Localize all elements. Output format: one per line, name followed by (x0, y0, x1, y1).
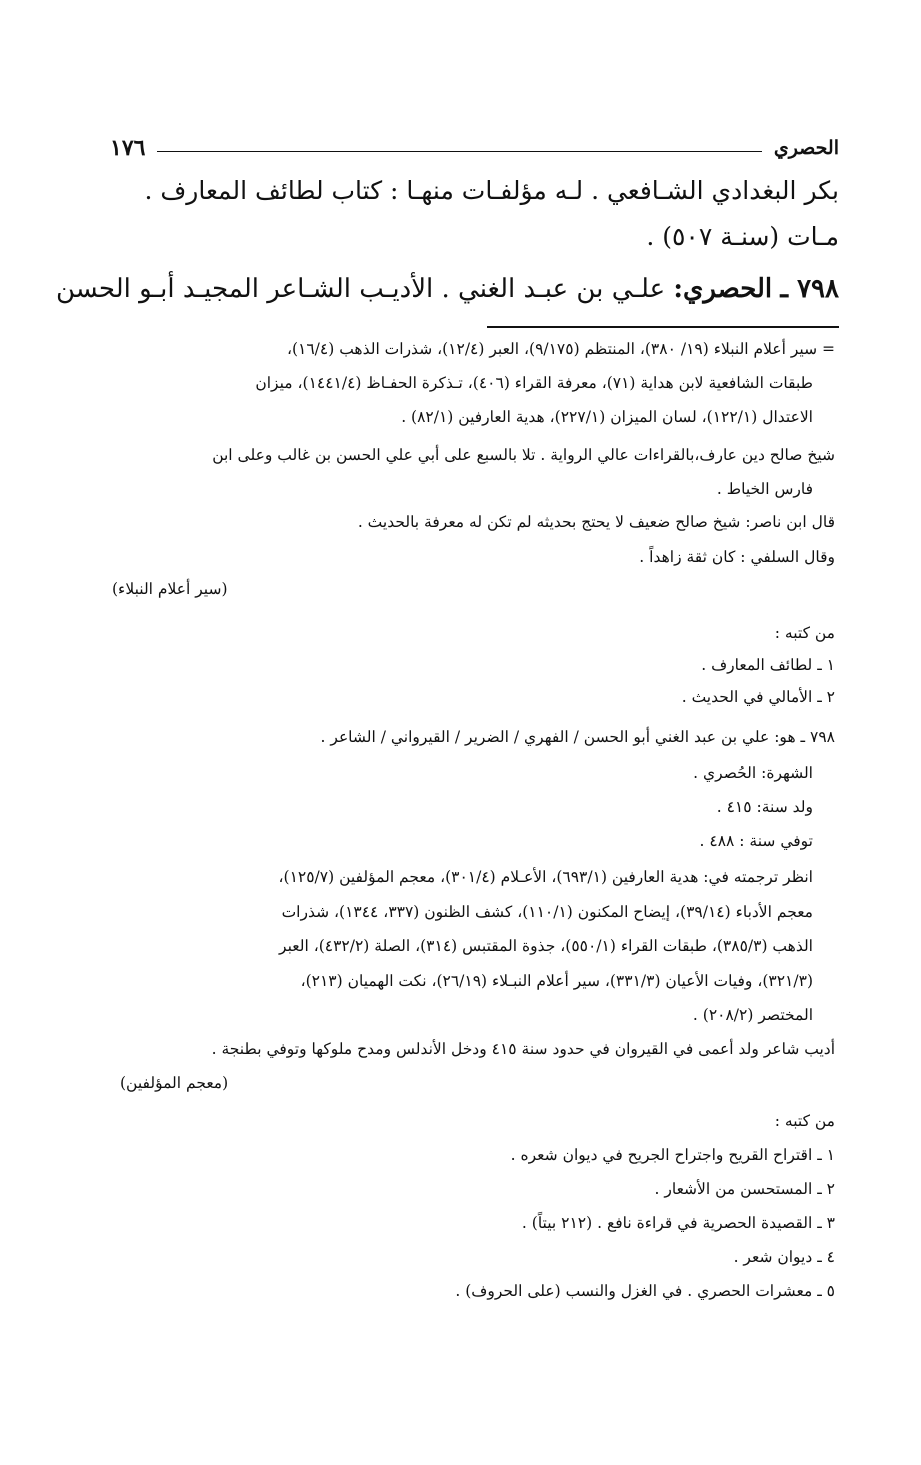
entry-number: ٧٩٨ ـ (780, 274, 839, 304)
entry-2-biography: أديب شاعر ولد أعمى في القيروان في حدود سنة ٤١٥ ودخل الأندلس ومدح ملوكها وتوفي بطنجة . (211, 1040, 835, 1058)
description-line-2: فارس الخياط . (716, 480, 813, 498)
see-also-line-4: (٣٢١/٣)، وفيات الأعيان (٣٣١/٣)، سير أعلام النبـلاء (٢٦/١٩)، نكت الهميان (٢١٣)، (300, 972, 813, 990)
source-reference-1: (سير أعلام النبلاء) (112, 580, 228, 598)
quote-al-silafi: وقال السلفي : كان ثقة زاهداً . (639, 548, 835, 566)
running-head: الحصري (773, 137, 839, 159)
works-heading-2: من كتبه : (774, 1112, 835, 1130)
page-number: ١٧٦ (110, 135, 146, 161)
main-text-line-2: مـات (سنـة ٥٠٧) . (646, 222, 839, 251)
works-heading-1: من كتبه : (774, 624, 835, 642)
see-also-line-2: معجم الأدباء (٣٩/١٤)، إيضاح المكنون (١١٠/١)، كشف الظنون (٣٣٧، ١٣٤٤)، شذرات (281, 903, 813, 921)
see-also-line-5: المختصر (٢٠٨/٢) . (692, 1006, 813, 1024)
entry-2-died: توفي سنة : ٤٨٨ . (699, 832, 813, 850)
page-header (110, 132, 839, 164)
works-list-1-item: ١ ـ لطائف المعارف . (701, 656, 835, 674)
main-text-line-1: بكر البغدادي الشـافعي . لـه مؤلفـات منهـا : كتاب لطائف المعارف . (144, 176, 839, 205)
description-line-1: شيخ صالح دين عارف،بالقراءات عالي الرواية . تلا بالسبع على أبي علي الحسن بن غالب وعلى ابن (212, 446, 835, 464)
works-list-2-item: ٢ ـ المستحسن من الأشعار . (654, 1180, 835, 1198)
works-list-2-item: ١ ـ اقتراح القريح واجتراح الجريح في ديوان شعره . (510, 1146, 835, 1164)
entry-name: الحصري: (673, 274, 773, 304)
entry-description: علـي بن عبـد الغني . الأديـب الشـاعر المجيـد أبـو الحسن (55, 274, 674, 304)
source-reference-2: (معجم المؤلفين) (120, 1074, 229, 1092)
header-rule (157, 151, 761, 152)
entry-heading (56, 274, 839, 305)
works-list-2-item: ٥ ـ معشرات الحصري . في الغزل والنسب (على الحروف) . (455, 1282, 835, 1300)
works-list-2-item: ٣ ـ القصيدة الحصرية في قراءة نافع . (٢١٢ بيتاً) . (521, 1214, 835, 1232)
sources-line-1: = سير أعلام النبلاء (١٩/ ٣٨٠)، المنتظم (٩/١٧٥)، العبر (١٢/٤)، شذرات الذهب (١٦/٤)، (286, 340, 835, 358)
sources-line-3: الاعتدال (١٢٢/١)، لسان الميزان (٢٢٧/١)، هدية العارفين (٨٢/١) . (401, 408, 813, 426)
quote-ibn-nasir: قال ابن ناصر: شيخ صالح ضعيف لا يحتج بحديثه لم تكن له معرفة بالحديث . (357, 513, 835, 531)
entry-2-born: ولد سنة: ٤١٥ . (716, 798, 813, 816)
footnote-separator (487, 326, 839, 328)
see-also-line-3: الذهب (٣٨٥/٣)، طبقات القراء (٥٥٠/١)، جذوة المقتبس (٣١٤)، الصلة (٤٣٢/٢)، العبر (279, 937, 813, 955)
entry-2-identity: ٧٩٨ ـ هو: علي بن عبد الغني أبو الحسن / الفهري / الضرير / القيرواني / الشاعر . (320, 728, 835, 746)
entry-2-fame: الشهرة: الحُصري . (693, 764, 813, 782)
works-list-1-item: ٢ ـ الأمالي في الحديث . (681, 688, 835, 706)
see-also-line-1: انظر ترجمته في: هدية العارفين (٦٩٣/١)، الأعـلام (٣٠١/٤)، معجم المؤلفين (١٢٥/٧)، (278, 868, 813, 886)
sources-line-2: طبقات الشافعية لابن هداية (٧١)، معرفة القراء (٤٠٦)، تـذكرة الحفـاظ (١٤٤١/٤)، ميزان (255, 374, 813, 392)
works-list-2-item: ٤ ـ ديوان شعر . (733, 1248, 835, 1266)
